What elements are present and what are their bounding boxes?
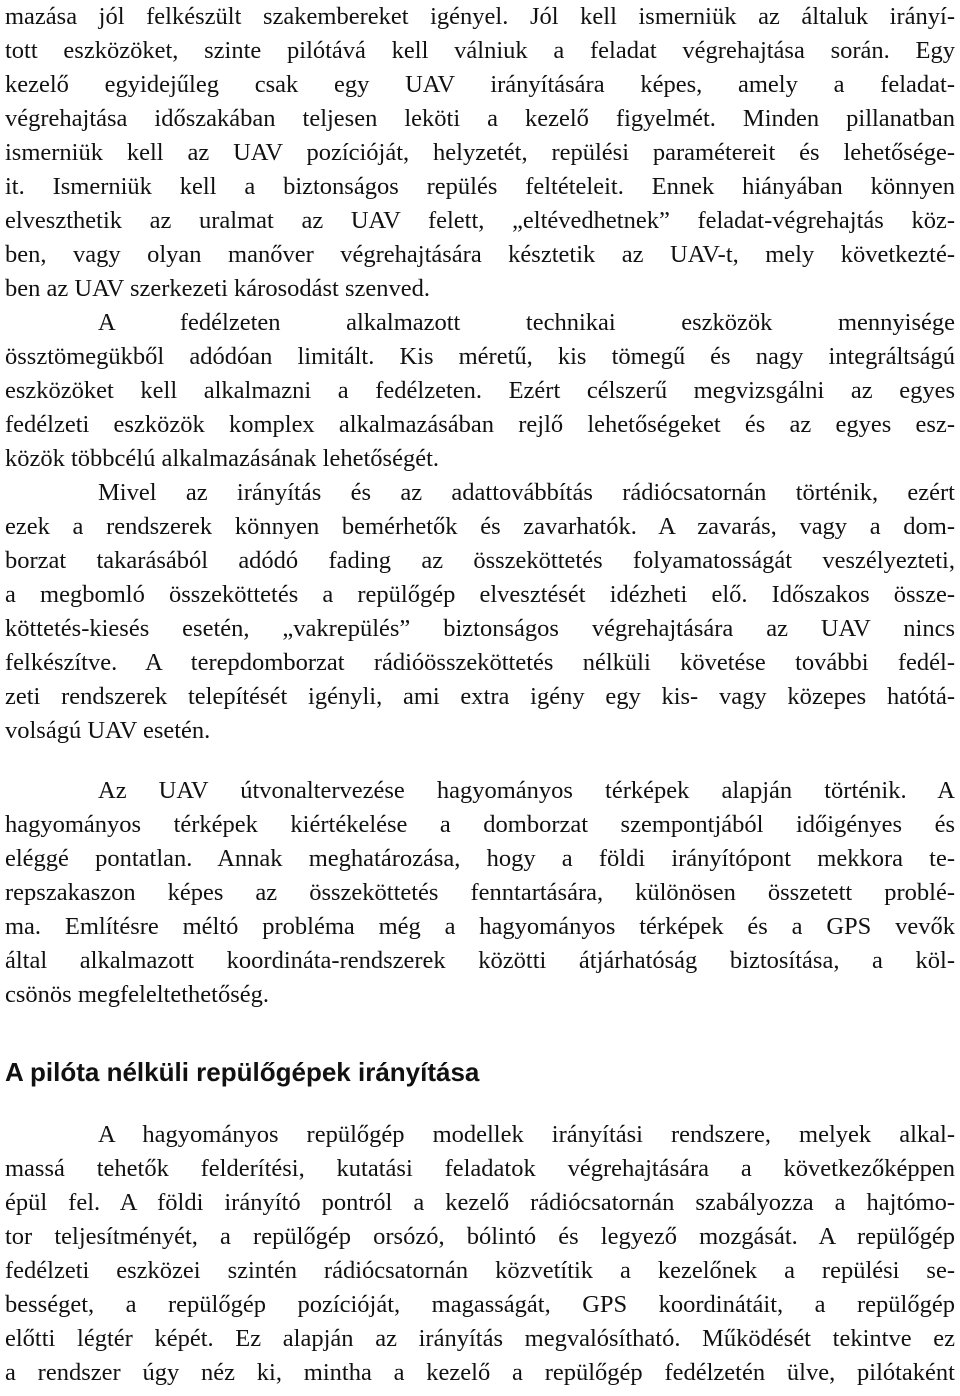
text-line: össztömegükből adódóan limitált. Kis méretű, kis tömegű és nagy integráltságú <box>5 343 955 370</box>
text-line: ma. Említésre méltó probléma még a hagyományos térképek és a GPS vevők <box>5 913 955 940</box>
text-line: kezelő egyidejűleg csak egy UAV irányítására képes, amely a feladat- <box>5 71 955 98</box>
text-line: csönös megfeleltethetőség. <box>5 981 269 1008</box>
text-line: előtti légtér képét. Ez alapján az irányítás megvalósítható. Működését tekintve ez <box>5 1325 955 1352</box>
text-line: a rendszer úgy néz ki, mintha a kezelő a repülőgép fedélzetén ülve, pilótaként <box>5 1359 955 1386</box>
text-line: massá tehetők felderítési, kutatási feladatok végrehajtására a következőképpen <box>5 1155 955 1182</box>
text-line: Mivel az irányítás és az adattovábbítás rádiócsatornán történik, ezért <box>98 479 955 506</box>
text-line: ben az UAV szerkezeti károsodást szenved. <box>5 275 430 302</box>
text-line: volságú UAV esetén. <box>5 717 211 744</box>
text-line: köttetés-kiesés esetén, „vakrepülés” biztonságos végrehajtására az UAV nincs <box>5 615 955 642</box>
text-line: hagyományos térképek kiértékelése a domborzat szempontjából időigényes és <box>5 811 955 838</box>
text-line: közök többcélú alkalmazásának lehetőségét. <box>5 445 440 472</box>
text-line: tor teljesítményét, a repülőgép orsózó, bólintó és legyező mozgását. A repülőgép <box>5 1223 955 1250</box>
text-line: eléggé pontatlan. Annak meghatározása, hogy a földi irányítópont mekkora te- <box>5 845 955 872</box>
text-line: mazása jól felkészült szakembereket igényel. Jól kell ismerniük az általuk irányí- <box>5 3 955 30</box>
text-line: fedélzeti eszközök komplex alkalmazásában rejlő lehetőségeket és az egyes esz- <box>5 411 955 438</box>
text-line: eszközöket kell alkalmazni a fedélzeten. Ezért célszerű megvizsgálni az egyes <box>5 377 955 404</box>
text-line: felkészítve. A terepdomborzat rádióösszeköttetés nélküli követése további fedél- <box>5 649 955 676</box>
text-line: végrehajtása időszakában teljesen leköti a kezelő figyelmét. Minden pillanatban <box>5 105 955 132</box>
text-line: tott eszközöket, szinte pilótává kell válniuk a feladat végrehajtása során. Egy <box>5 37 955 64</box>
text-line: ismerniük kell az UAV pozícióját, helyzetét, repülési paramétereit és lehetősége- <box>5 139 955 166</box>
text-line: repszakaszon képes az összeköttetés fenntartására, különösen összetett problé- <box>5 879 955 906</box>
text-line: ezek a rendszerek könnyen bemérhetők és zavarhatók. A zavarás, vagy a dom- <box>5 513 955 540</box>
text-line: épül fel. A földi irányító pontról a kezelő rádiócsatornán szabályozza a hajtómo- <box>5 1189 955 1216</box>
text-line: A hagyományos repülőgép modellek irányítási rendszere, melyek alkal- <box>98 1121 955 1148</box>
text-line: a megbomló összeköttetés a repülőgép elvesztését idézheti elő. Időszakos össze- <box>5 581 955 608</box>
text-line: ben, vagy olyan manőver végrehajtására késztetik az UAV-t, mely következté- <box>5 241 955 268</box>
section-heading: A pilóta nélküli repülőgépek irányítása <box>5 1057 480 1087</box>
text-line: zeti rendszerek telepítését igényli, ami extra igény egy kis- vagy közepes hatótá- <box>5 683 955 710</box>
text-line: A fedélzeten alkalmazott technikai eszközök mennyisége <box>98 309 955 336</box>
text-line: borzat takarásából adódó fading az összeköttetés folyamatosságát veszélyezteti, <box>5 547 955 574</box>
text-line: elveszthetik az uralmat az UAV felett, „eltévedhetnek” feladat-végrehajtás köz- <box>5 207 955 234</box>
text-line: fedélzeti eszközei szintén rádiócsatornán közvetítik a kezelőnek a repülési se- <box>5 1257 955 1284</box>
text-line: Az UAV útvonaltervezése hagyományos térképek alapján történik. A <box>98 777 955 804</box>
text-line: bességet, a repülőgép pozícióját, magasságát, GPS koordinátáit, a repülőgép <box>5 1291 955 1318</box>
text-line: által alkalmazott koordináta-rendszerek közötti átjárhatóság biztosítása, a köl- <box>5 947 955 974</box>
text-line: it. Ismerniük kell a biztonságos repülés feltételeit. Ennek hiányában könnyen <box>5 173 955 200</box>
